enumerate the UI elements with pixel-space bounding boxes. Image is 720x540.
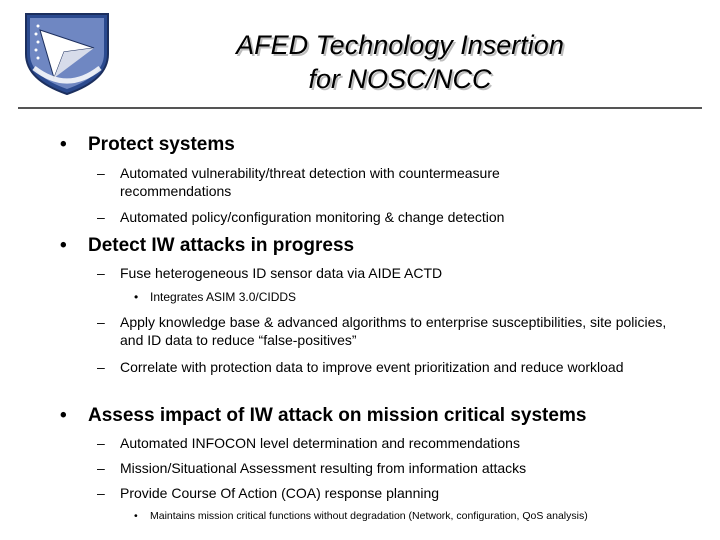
bullet-icon: • bbox=[60, 134, 67, 155]
list-item: Fuse heterogeneous ID sensor data via AIDE ACTD bbox=[120, 265, 443, 281]
section-heading-detect: Detect IW attacks in progress bbox=[88, 235, 355, 256]
dash-icon: – bbox=[97, 209, 105, 225]
dash-icon: – bbox=[97, 460, 105, 476]
slide-title bbox=[150, 28, 650, 96]
list-item: Mission/Situational Assessment resulting from information attacks bbox=[120, 460, 527, 476]
list-item: Automated INFOCON level determination and recommendations bbox=[120, 435, 520, 451]
dash-icon: – bbox=[97, 165, 105, 181]
list-item: Provide Course Of Action (COA) response planning bbox=[120, 485, 440, 501]
section-heading-assess: Assess impact of IW attack on mission critical systems bbox=[88, 405, 587, 426]
bullet-icon: • bbox=[60, 405, 67, 426]
dash-icon: – bbox=[97, 485, 105, 501]
slide-title-line2: for NOSC/NCC bbox=[308, 64, 492, 94]
title-divider bbox=[18, 107, 702, 109]
list-item: Apply knowledge base & advanced algorithms to enterprise susceptibilities, site policies, and ID data to reduce “false-positives” bbox=[120, 314, 667, 348]
dash-icon: – bbox=[97, 265, 105, 281]
list-subitem: Integrates ASIM 3.0/CIDDS bbox=[150, 290, 297, 304]
list-item: Correlate with protection data to improve event prioritization and reduce workload bbox=[120, 359, 624, 375]
bullet-icon: • bbox=[134, 510, 138, 522]
list-item: Automated vulnerability/threat detection with countermeasure recommendations bbox=[120, 165, 500, 199]
dash-icon: – bbox=[97, 359, 105, 375]
dash-icon: – bbox=[97, 314, 105, 330]
list-item: Automated policy/configuration monitoring & change detection bbox=[120, 209, 505, 225]
bullet-icon: • bbox=[134, 290, 139, 304]
dash-icon: – bbox=[97, 435, 105, 451]
section-heading-protect: Protect systems bbox=[88, 134, 235, 155]
slide-title-line1: AFED Technology Insertion bbox=[236, 30, 564, 60]
list-subitem: Maintains mission critical functions without degradation (Network, configuration, QoS analysis) bbox=[150, 510, 588, 522]
command-shield-logo bbox=[20, 8, 114, 98]
bullet-icon: • bbox=[60, 235, 67, 256]
